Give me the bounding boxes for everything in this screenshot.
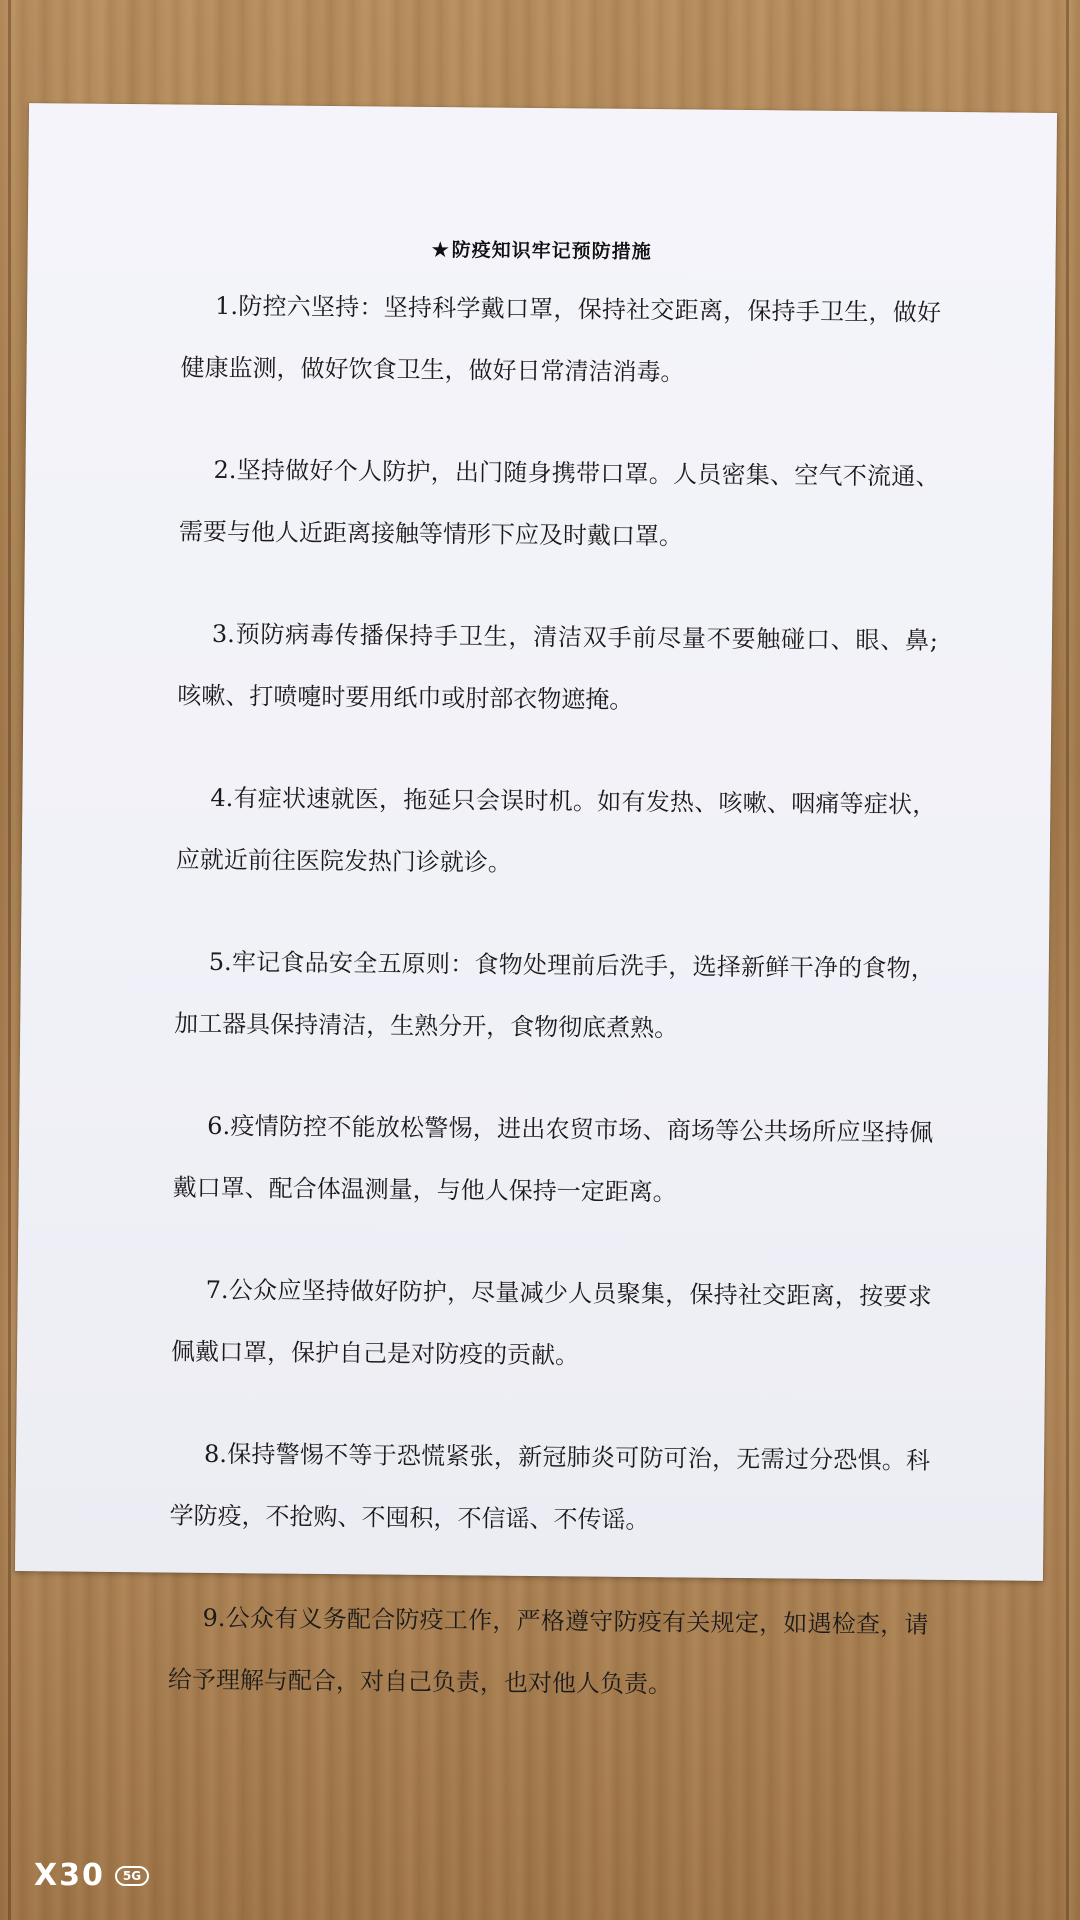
measure-item-2: 2.坚持做好个人防护，出门随身携带口罩。人员密集、空气不流通、需要与他人近距离接触等情形下应及时戴口罩。 [178, 455, 940, 551]
measure-item-6: 6.疫情防控不能放松警惕，进出农贸市场、商场等公共场所应坚持佩戴口罩、配合体温测量，与他人保持一定距离。 [172, 1111, 934, 1207]
network-badge: 5G [115, 1866, 149, 1886]
star-icon: ★ [431, 238, 450, 262]
measure-item-4: 4.有症状速就医，拖延只会误时机。如有发热、咳嗽、咽痛等症状，应就近前往医院发热门诊就诊。 [175, 783, 937, 877]
measure-item-8: 8.保持警惕不等于恐慌紧张，新冠肺炎可防可治，无需过分恐惧。科学防疫，不抢购、不囤积，不信谣、不传谣。 [169, 1439, 931, 1535]
camera-watermark [34, 1858, 149, 1893]
printed-sheet [15, 103, 1057, 1699]
table-plank-seam [8, 0, 11, 1920]
camera-model-label: X30 [34, 1858, 105, 1893]
measure-item-7: 7.公众应坚持做好防护，尽量减少人员聚集，保持社交距离，按要求佩戴口罩，保护自己是对防疫的贡献。 [170, 1275, 932, 1370]
document-title [28, 231, 1056, 268]
document-title-text: 防疫知识牢记预防措施 [451, 239, 652, 264]
measure-item-1: 1.防控六坚持：坚持科学戴口罩，保持社交距离，保持手卫生，做好健康监测，做好饮食卫生，做好日常清洁消毒。 [180, 291, 942, 387]
measures-list [167, 275, 941, 1758]
measure-item-3: 3.预防病毒传播保持手卫生，清洁双手前尽量不要触碰口、眼、鼻;咳嗽、打喷嚏时要用纸巾或肘部衣物遮掩。 [177, 619, 939, 714]
measure-item-9: 9.公众有义务配合防疫工作，严格遵守防疫有关规定，如遇检查，请给予理解与配合，对自己负责，也对他人负责。 [167, 1603, 929, 1699]
measure-item-5: 5.牢记食品安全五原则：食物处理前后洗手，选择新鲜干净的食物，加工器具保持清洁，生熟分开，食物彻底煮熟。 [174, 947, 935, 1043]
table-plank-seam [1066, 0, 1069, 1920]
